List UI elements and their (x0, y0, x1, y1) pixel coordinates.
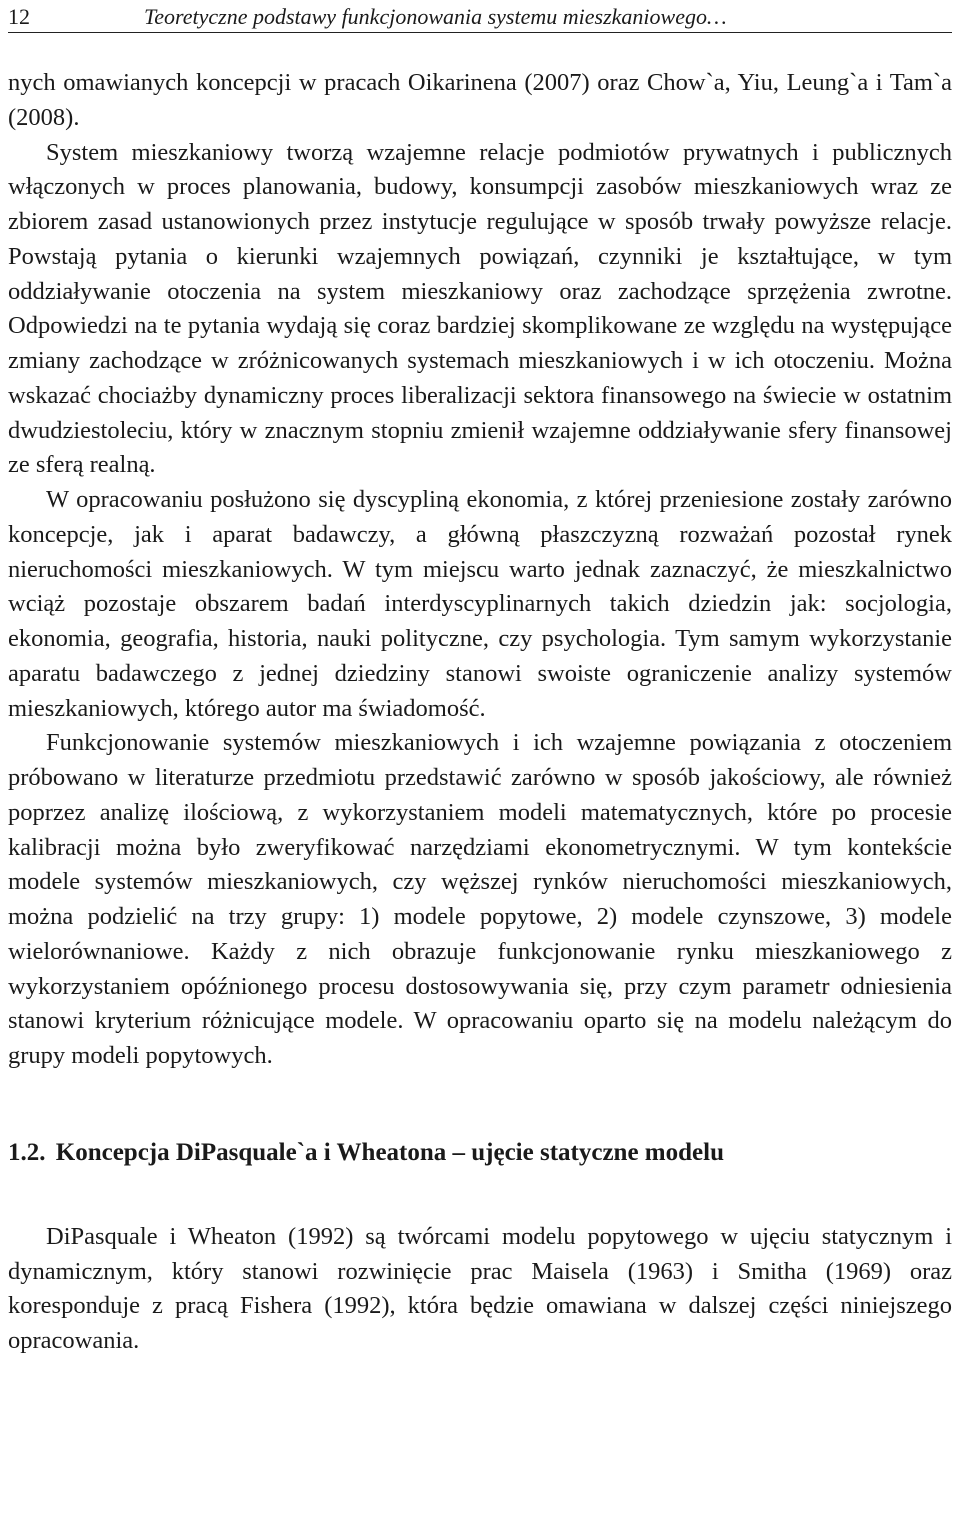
running-title: Teoretyczne podstawy funkcjonowania systemu mieszkaniowego… (144, 4, 727, 29)
running-header (8, 4, 952, 33)
paragraph-discipline: W opracowaniu posłużono się dyscypliną ekonomia, z której przeniesione zostały zarówno koncepcje, jak i aparat badawczy, a główną płaszczyzną rozważań pozostał rynek nieruchomości mieszkaniowych. W tym miejscu warto jednak zaznaczyć, że mieszkalnictwo wciąż pozostaje obszarem badań interdyscyplinarnych takich dziedzin jak: socjologia, ekonomia, geografia, historia, nauki polityczne, czy psychologia. Tym samym wykorzystanie aparatu badawczego z jednej dziedziny stanowi swoiste ograniczenie analizy systemów mieszkaniowych, którego autor ma świadomość. (8, 486, 952, 722)
paragraph-housing-system: System mieszkaniowy tworzą wzajemne relacje podmiotów prywatnych i publicznych włączonych w proces planowania, budowy, konsumpcji zasobów mieszkaniowych wraz ze zbiorem zasad ustanowionych przez instytucje regulujące w sposób trwały powyższe relacje. Powstają pytania o kierunki wzajemnych powiązań, czynniki je kształtujące, w tym oddziaływanie otoczenia na system mieszkaniowy oraz zachodzące sprzężenia zwrotne. Odpowiedzi na te pytania wydają się coraz bardziej skomplikowane ze względu na występujące zmiany zachodzące w zróżnicowanych systemach mieszkaniowych i w ich otoczeniu. Można wskazać chociażby dynamiczny proces liberalizacji sektora finansowego na świecie w ostatnim dwudziestoleciu, który w znacznym stopniu zmienił wzajemne oddziaływanie sfery finansowej ze sferą realną. (8, 138, 952, 479)
section-heading (8, 1136, 952, 1170)
paragraph-continuation: nych omawianych koncepcji w pracach Oikarinena (2007) oraz Chow`a, Yiu, Leung`a i Tam`a (2008). (8, 69, 952, 131)
body-text (8, 66, 952, 1359)
paragraph-models: Funkcjonowanie systemów mieszkaniowych i ich wzajemne powiązania z otoczeniem próbowano w literaturze przedmiotu przedstawić zarówno w sposób jakościowy, ale również poprzez analizę ilościową, z wykorzystaniem modeli matematycznych, które po procesie kalibracji można było zweryfikować narzędziami ekonometrycznymi. W tym kontekście modele systemów mieszkaniowych, czy węższej rynków nieruchomości mieszkaniowych, można podzielić na trzy grupy: 1) modele popytowe, 2) modele czynszowe, 3) modele wielorównaniowe. Każdy z nich obrazuje funkcjonowanie rynku mieszkaniowego z wykorzystaniem opóźnionego procesu dostosowywania się, przy czym parametr odniesienia stanowi kryterium różnicujące modele. W opracowaniu oparto się na modelu należącym do grupy modeli popytowych. (8, 729, 952, 1069)
section-number: 1.2. (8, 1138, 46, 1166)
section-title: Koncepcja DiPasquale`a i Wheatona – ujęcie statyczne modelu (55, 1138, 724, 1166)
page-number: 12 (8, 4, 30, 29)
paragraph-dipasquale-wheaton: DiPasquale i Wheaton (1992) są twórcami modelu popytowego w ujęciu statycznym i dynamicznym, który stanowi rozwinięcie prac Maisela (1963) i Smitha (1969) oraz koresponduje z pracą Fishera (1992), która będzie omawiana w dalszej części niniejszego opracowania. (8, 1222, 952, 1354)
